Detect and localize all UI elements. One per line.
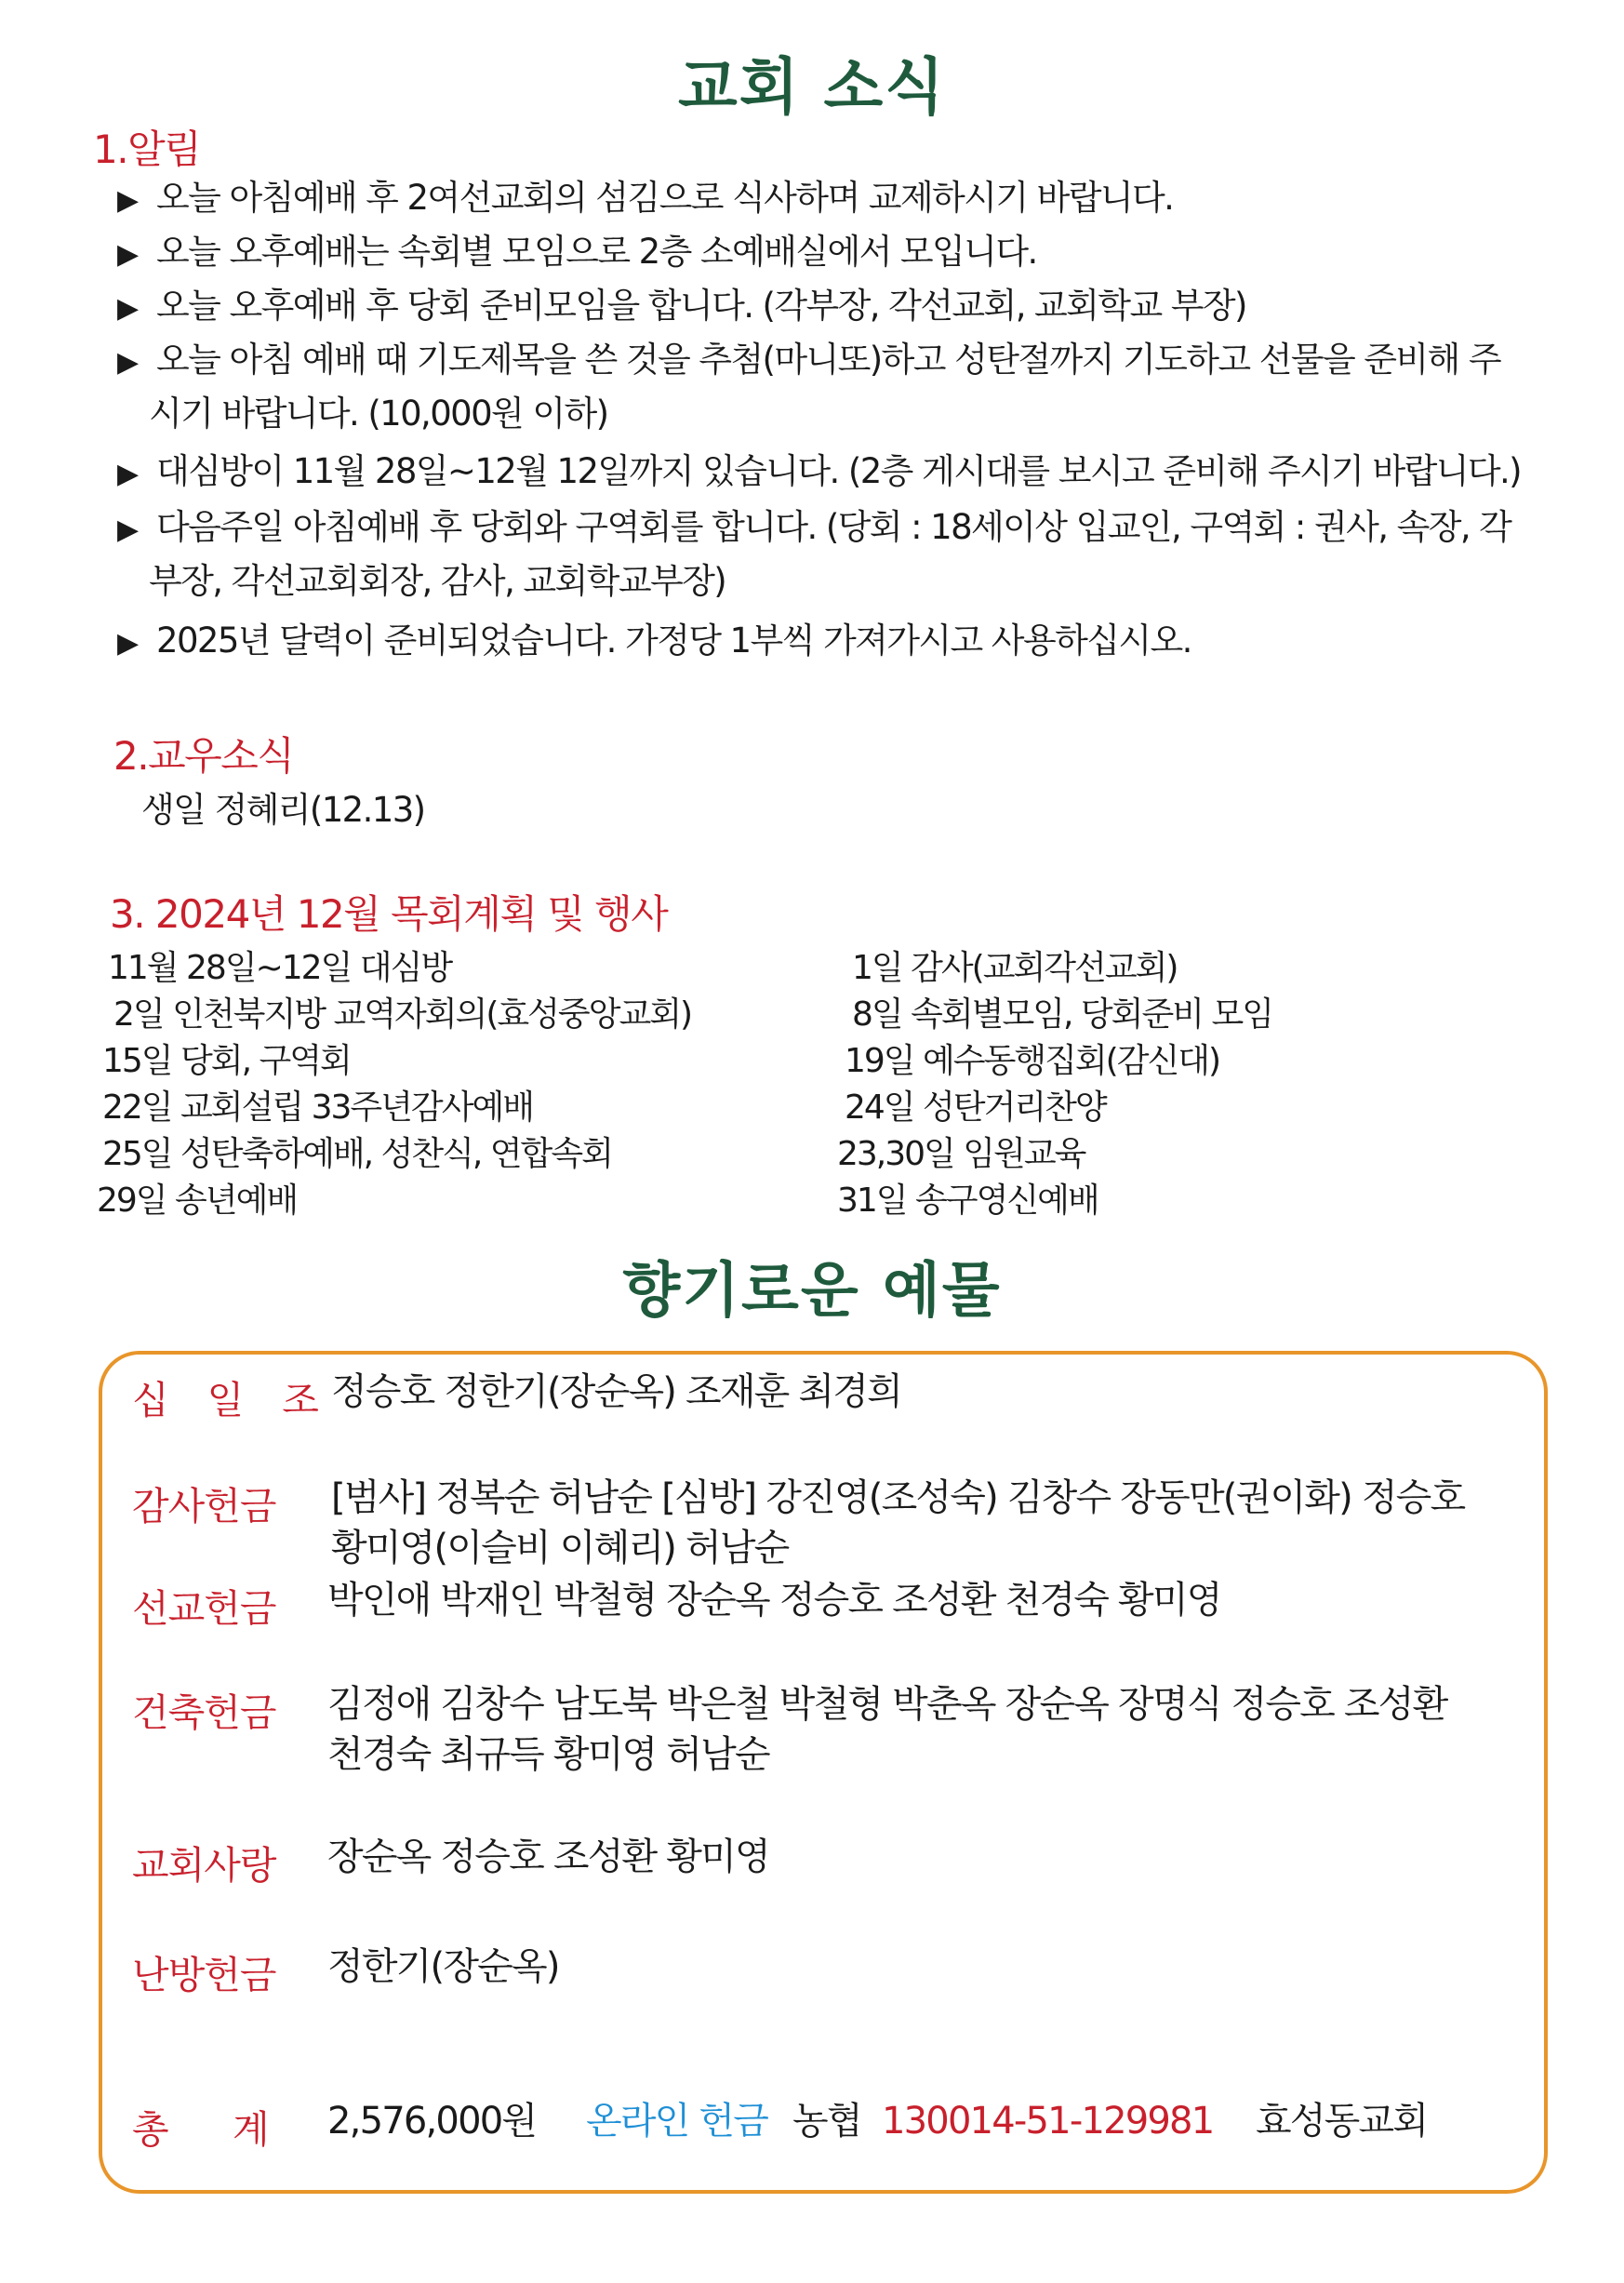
schedule-left-item: 15일 당회, 구역회 <box>102 1042 351 1080</box>
triangle-bullet-icon: ▶ <box>117 458 138 490</box>
notice-item: ▶ 오늘 아침 예배 때 기도제목을 쓴 것을 추첨(마니또)하고 성탄절까지 기도하고 선물을 준비해 주 <box>117 333 1568 390</box>
church-love-label: 교회사랑 <box>132 1843 276 1888</box>
tithe-label: 십 일 조 <box>132 1378 332 1422</box>
mission-label: 선교헌금 <box>132 1586 276 1631</box>
schedule-heading: 3. 2024년 12월 목회계획 및 행사 <box>110 891 668 937</box>
bank-name: 농협 <box>792 2100 861 2143</box>
schedule-left-item: 22일 교회설립 33주년감사예배 <box>102 1088 534 1127</box>
notice-item: ▶ 오늘 오후예배는 속회별 모임으로 2층 소예배실에서 모입니다. <box>117 225 1568 282</box>
schedule-right-item: 23,30일 임원교육 <box>837 1135 1085 1173</box>
heating-label: 난방헌금 <box>132 1953 276 1997</box>
schedule-right-item: 31일 송구영신예배 <box>837 1182 1098 1220</box>
notices-heading: 1.알림 <box>93 127 201 172</box>
schedule-right-item: 24일 성탄거리찬양 <box>845 1088 1106 1127</box>
notice-item-continued: 부장, 각선교회회장, 감사, 교회학교부장) <box>149 561 726 601</box>
church-love-names: 장순옥 정승호 조성환 황미영 <box>327 1836 769 1878</box>
online-offering-label: 온라인 헌금 <box>586 2100 768 2143</box>
triangle-bullet-icon: ▶ <box>117 292 138 325</box>
schedule-right-item: 1일 감사(교회각선교회) <box>852 949 1178 987</box>
schedule-left-item: 29일 송년예배 <box>97 1182 298 1220</box>
thanks-names-line2: 황미영(이슬비 이혜리) 허남순 <box>331 1527 789 1569</box>
building-names-line2: 천경숙 최규득 황미영 허남순 <box>327 1733 769 1776</box>
total-label: 총 <box>132 2107 168 2152</box>
schedule-left-item: 11월 28일~12일 대심방 <box>108 949 452 987</box>
notice-item: ▶ 2025년 달력이 준비되었습니다. 가정당 1부씩 가져가시고 사용하십시오. <box>117 614 1568 671</box>
members-text: 생일 정혜리(12.13) <box>141 790 425 830</box>
account-number: 130014-51-129981 <box>882 2100 1214 2143</box>
building-label: 건축헌금 <box>132 1690 276 1735</box>
thanks-names-line1: [범사] 정복순 허남순 [심방] 강진영(조성숙) 김창수 장동만(권이화) 정승호 <box>331 1476 1465 1519</box>
thanks-label: 감사헌금 <box>132 1484 276 1529</box>
triangle-bullet-icon: ▶ <box>117 514 138 546</box>
page-title: 교회 소식 <box>677 51 946 123</box>
notice-item: ▶ 대심방이 11월 28일~12월 12일까지 있습니다. (2층 게시대를 보시고 준비해 주시기 바랍니다.) <box>117 445 1568 501</box>
total-label-2: 계 <box>233 2107 269 2152</box>
schedule-left-item: 25일 성탄축하예배, 성찬식, 연합속회 <box>102 1135 612 1173</box>
schedule-left-item: 2일 인천북지방 교역자회의(효성중앙교회) <box>113 995 692 1034</box>
notice-item: ▶ 다음주일 아침예배 후 당회와 구역회를 합니다. (당회 : 18세이상 입교인, 구역회 : 권사, 속장, 각 <box>117 501 1568 557</box>
triangle-bullet-icon: ▶ <box>117 627 138 660</box>
triangle-bullet-icon: ▶ <box>117 238 138 271</box>
members-heading: 2.교우소식 <box>113 733 294 779</box>
triangle-bullet-icon: ▶ <box>117 184 138 217</box>
total-amount: 2,576,000원 <box>327 2100 537 2143</box>
notice-item: ▶ 오늘 오후예배 후 당회 준비모임을 합니다. (각부장, 각선교회, 교회학교 부장) <box>117 279 1568 336</box>
notice-item-continued: 시기 바랍니다. (10,000원 이하) <box>149 394 608 434</box>
mission-names: 박인애 박재인 박철형 장순옥 정승호 조성환 천경숙 황미영 <box>327 1579 1221 1622</box>
schedule-right-item: 8일 속회별모임, 당회준비 모임 <box>852 995 1272 1034</box>
notice-item: ▶ 오늘 아침예배 후 2여선교회의 섬김으로 식사하며 교제하시기 바랍니다. <box>117 171 1568 228</box>
schedule-right-item: 19일 예수동행집회(감신대) <box>845 1042 1220 1080</box>
building-names-line1: 김정애 김창수 남도북 박은철 박철형 박춘옥 장순옥 장명식 정승호 조성환 <box>327 1683 1447 1726</box>
heating-names: 정한기(장순옥) <box>327 1945 559 1988</box>
offering-title: 향기로운 예물 <box>622 1257 1002 1326</box>
tithe-names: 정승호 정한기(장순옥) 조재훈 최경희 <box>331 1370 901 1413</box>
account-holder: 효성동교회 <box>1256 2100 1428 2143</box>
triangle-bullet-icon: ▶ <box>117 346 138 379</box>
